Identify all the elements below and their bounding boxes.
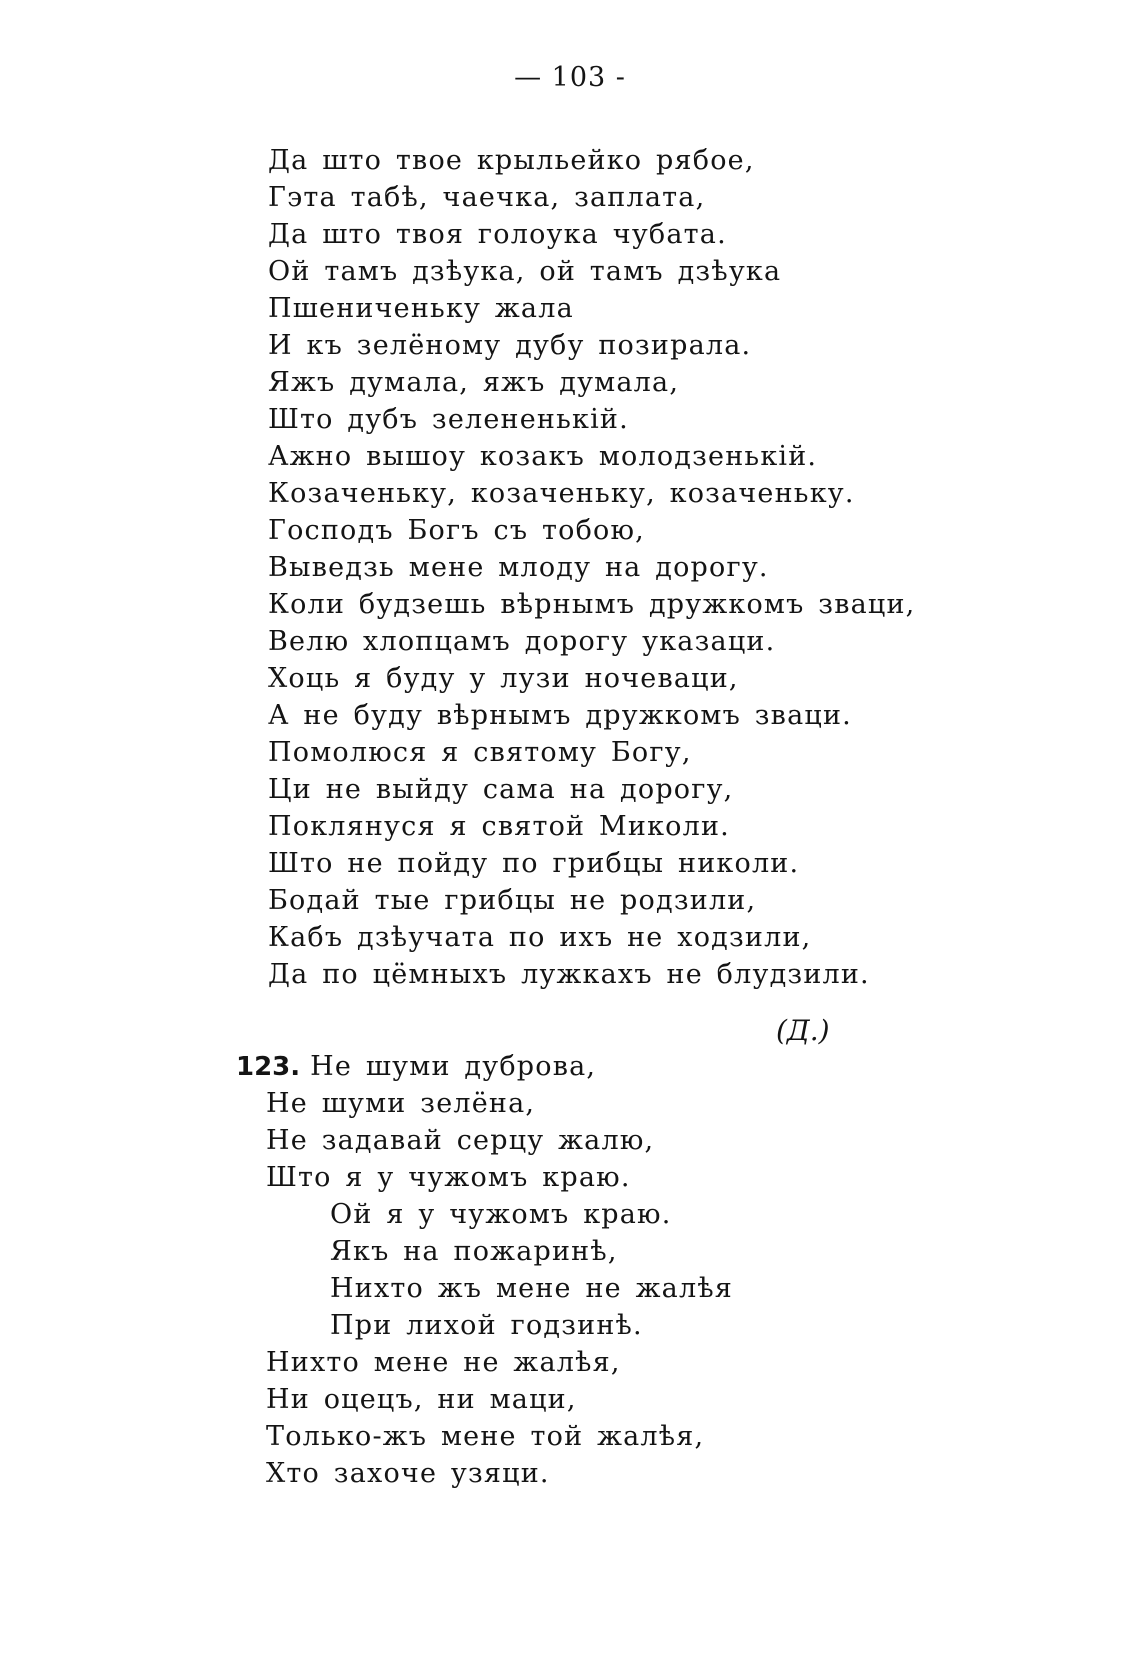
verse-line: Нихто жъ мене не жалѣя [330, 1273, 734, 1304]
verse-line: Козаченьку, козаченьку, козаченьку. [268, 478, 855, 509]
verse-line: И къ зелёному дубу позирала. [268, 330, 752, 361]
verse-line: Поклянуся я святой Миколи. [268, 811, 730, 842]
song-number: 123. [236, 1052, 301, 1082]
verse-line: Ой тамъ дзѣука, ой тамъ дзѣука [268, 256, 782, 287]
verse-line: Пшениченьку жала [268, 293, 574, 324]
verse-line: Хто захоче узяци. [266, 1458, 550, 1489]
verse-line: Да по цёмныхъ лужкахъ не блудзили. [268, 959, 870, 990]
verse-line: Помолюся я святому Богу, [268, 737, 692, 768]
verse-line: Да што твоя голоука чубата. [268, 219, 727, 250]
verse-line: Велю хлопцамъ дорогу указаци. [268, 626, 776, 657]
verse-line: Яжъ думала, яжъ думала, [268, 367, 680, 398]
song-heading-line [236, 1050, 596, 1084]
verse-line: Ой я у чужомъ краю. [330, 1199, 672, 1230]
verse-line: Што не пойду по грибцы николи. [268, 848, 800, 879]
verse-line: Господъ Богъ съ тобою, [268, 515, 645, 546]
verse-line: Ци не выйду сама на дорогу, [268, 774, 734, 805]
verse-line: Да што твое крыльейко рябое, [268, 145, 755, 176]
verse-line: Што дубъ зелененькій. [268, 404, 629, 435]
source-attribution: (Д.) [776, 1014, 830, 1047]
verse-line: А не буду вѣрнымъ дружкомъ зваци. [268, 700, 852, 731]
verse-line: Не шуми дуброва, [310, 1051, 597, 1082]
verse-line: Не шуми зелёна, [266, 1088, 536, 1119]
verse-line: Выведзь мене млоду на дорогу. [268, 552, 769, 583]
verse-line: Нихто мене не жалѣя, [266, 1347, 621, 1378]
verse-line: Гэта табѣ, чаечка, заплата, [268, 182, 706, 213]
verse-line: Кабъ дзѣучата по ихъ не ходзили, [268, 922, 812, 953]
verse-line: При лихой годзинѣ. [330, 1310, 643, 1341]
verse-line: Ни оцецъ, ни маци, [266, 1384, 577, 1415]
page-number: — 103 - [514, 62, 626, 93]
verse-line: Не задавай серцу жалю, [266, 1125, 655, 1156]
verse-line: Только-жъ мене той жалѣя, [266, 1421, 705, 1452]
verse-line: Што я у чужомъ краю. [266, 1162, 631, 1193]
verse-line: Ажно вышоу козакъ молодзенькій. [268, 441, 818, 472]
verse-line: Коли будзешь вѣрнымъ дружкомъ зваци, [268, 589, 916, 620]
verse-line: Якъ на пожаринѣ, [330, 1236, 618, 1267]
verse-line: Хоць я буду у лузи ночеваци, [268, 663, 739, 694]
verse-line: Бодай тые грибцы не родзили, [268, 885, 757, 916]
